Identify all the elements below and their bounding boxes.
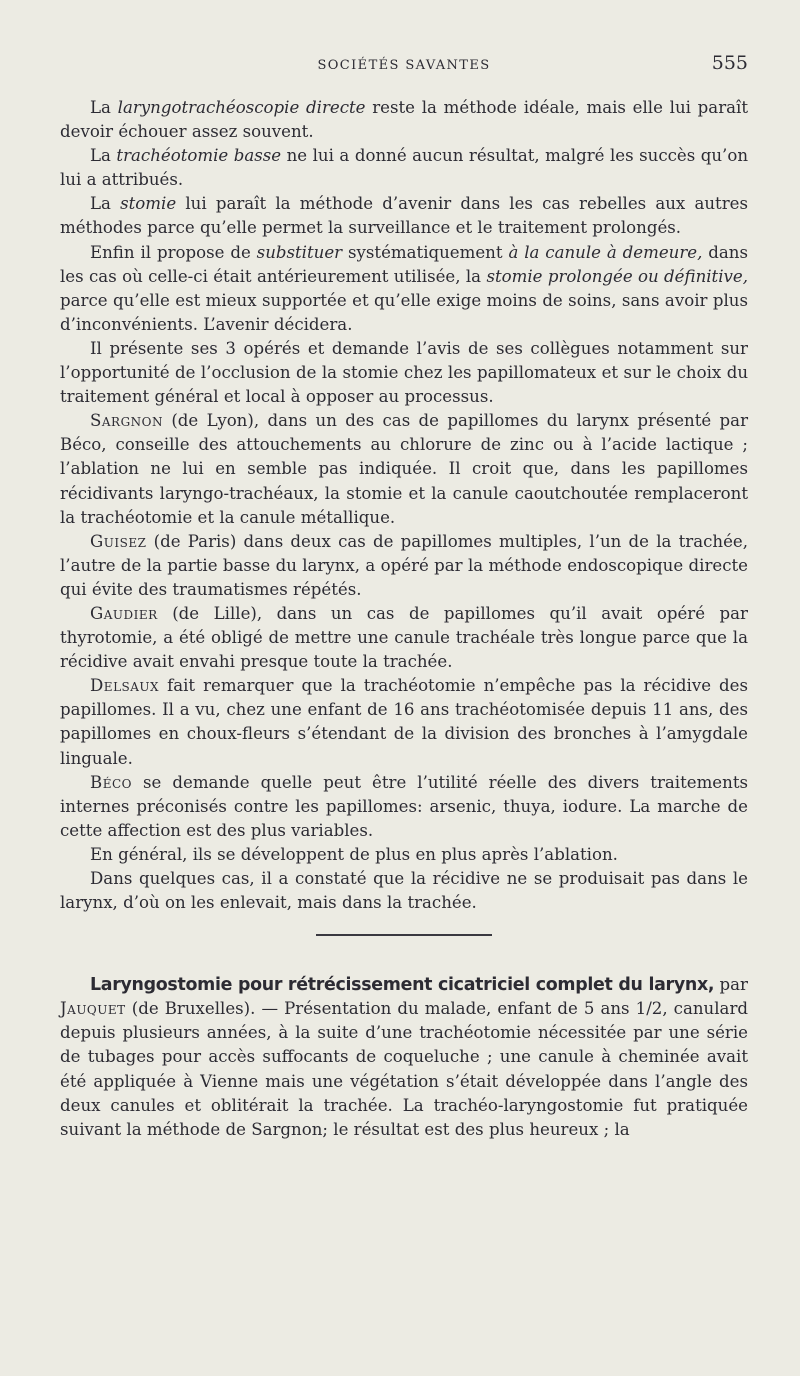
italic-term: laryngotrachéoscopie directe bbox=[117, 98, 366, 117]
text-run: reste la méthode idéale, mais elle lui paraît devoir échouer assez souvent. bbox=[60, 98, 749, 142]
text-run: parce qu’elle est mieux supportée et qu’elle exige moins de soins, sans avoir plus d’inconvénients. L’avenir décidera. bbox=[60, 290, 748, 334]
text-run: (de Lyon), dans un des cas de papillomes du larynx présenté par Béco, conseille des attouchements au chlorure de zinc ou à l’acide lactique ; l’ablation ne lui en semble pas indiquée. Il croit que, dans les papillomes récidivants laryngo-trachéaux, la stomie et la canule caoutchoutée remplaceront la trachéotomie et la canule métallique. bbox=[60, 411, 748, 527]
section-divider bbox=[316, 934, 492, 936]
text-run: En général, ils se développent de plus en plus après l’ablation. bbox=[90, 844, 618, 864]
section-laryngostomie bbox=[60, 973, 748, 1142]
paragraph-10 bbox=[60, 771, 748, 843]
paragraph-6 bbox=[60, 409, 748, 529]
speaker-name: Béco bbox=[90, 772, 132, 792]
text-run: La bbox=[90, 146, 117, 166]
speaker-name: Delsaux bbox=[90, 676, 160, 696]
section-paragraph bbox=[60, 973, 748, 1142]
page-header bbox=[60, 52, 748, 78]
text-run: (de Lille), dans un cas de papillomes qu’il avait opéré par thyrotomie, a été obligé de mettre une canule trachéale très longue parce que la récidive avait envahi presque toute la trachée. bbox=[60, 603, 748, 672]
italic-term: trachéotomie basse bbox=[116, 146, 282, 166]
text-run: dans les cas où celle-ci était antérieurement utilisée, la bbox=[60, 242, 748, 286]
paragraph-8 bbox=[60, 602, 748, 674]
text-run: (de Bruxelles). — Présentation du malade, enfant de 5 ans 1/2, canulard depuis plusieurs années, à la suite d’une trachéotomie nécessitée par une série de tubages pour accès suffocants de coqueluche ; une canule à cheminée avait été appliquée à Vienne mais une végétation s’était développée dans l’angle des deux canules et oblitérait la trachée. La trachéo-laryngostomie fut pratiquée suivant la méthode de Sargnon; le résultat est des plus heureux ; la bbox=[60, 999, 748, 1139]
author-name: Jauquet bbox=[60, 999, 126, 1019]
speaker-name: Gaudier bbox=[90, 603, 158, 623]
text-run: (de Paris) dans deux cas de papillomes multiples, l’un de la trachée, l’autre de la partie basse du larynx, a opéré par la méthode endoscopique directe qui évite des traumatismes répétés. bbox=[60, 531, 748, 599]
text-run: se demande quelle peut être l’utilité réelle des divers traitements internes préconisés contre les papillomes: arsenic, thuya, iodure. La marche de cette affection est des plus variables. bbox=[60, 772, 748, 840]
speaker-name: Sargnon bbox=[90, 411, 163, 431]
text-run: par bbox=[719, 975, 748, 995]
text-run: systématiquement bbox=[342, 242, 509, 262]
paragraph-11 bbox=[60, 843, 748, 867]
text-run: lui paraît la méthode d’avenir dans les cas rebelles aux autres méthodes parce qu’elle permet la surveillance et le traitement prolongés. bbox=[60, 194, 748, 238]
paragraph-4 bbox=[60, 241, 748, 337]
italic-term: stomie prolongée ou définitive, bbox=[486, 266, 749, 286]
paragraph-12 bbox=[60, 867, 748, 915]
paragraph-7 bbox=[60, 530, 748, 602]
paragraph-5 bbox=[60, 337, 748, 409]
text-run: La bbox=[90, 98, 118, 117]
italic-term: stomie bbox=[120, 194, 177, 214]
paragraph-9 bbox=[60, 674, 748, 770]
paragraph-3 bbox=[60, 192, 748, 240]
text-run: La bbox=[90, 194, 121, 214]
section-title: Laryngostomie pour rétrécissement cicatriciel complet du larynx, bbox=[90, 975, 715, 996]
text-run: ne lui a donné aucun résultat, malgré les succès qu’on lui a attribués. bbox=[60, 146, 749, 190]
text-run: fait remarquer que la trachéotomie n’empêche pas la récidive des papillomes. Il a vu, chez une enfant de 16 ans trachéotomisée depuis 11 ans, des papillomes en choux-fleurs s’étendant de la division des bronches à l’amygdale linguale. bbox=[60, 676, 748, 768]
italic-term: à la canule à demeure, bbox=[508, 242, 703, 262]
running-head: SOCIÉTÉS SAVANTES bbox=[317, 58, 491, 73]
italic-term: substituer bbox=[256, 242, 343, 262]
text-run: Dans quelques cas, il a constaté que la récidive ne se produisait pas dans le larynx, d’où on les enlevait, mais dans la trachée. bbox=[60, 869, 748, 913]
text-run: Il présente ses 3 opérés et demande l’avis de ses collègues notamment sur l’opportunité de l’occlusion de la stomie chez les papillomateux et sur le choix du traitement général et local à opposer au processus. bbox=[60, 338, 748, 407]
page-number: 555 bbox=[711, 52, 748, 74]
speaker-name: Guisez bbox=[90, 531, 147, 551]
paragraph-1 bbox=[60, 96, 748, 144]
paragraph-2 bbox=[60, 144, 748, 192]
text-run: Enfin il propose de bbox=[90, 242, 257, 262]
page-body bbox=[60, 96, 748, 1142]
